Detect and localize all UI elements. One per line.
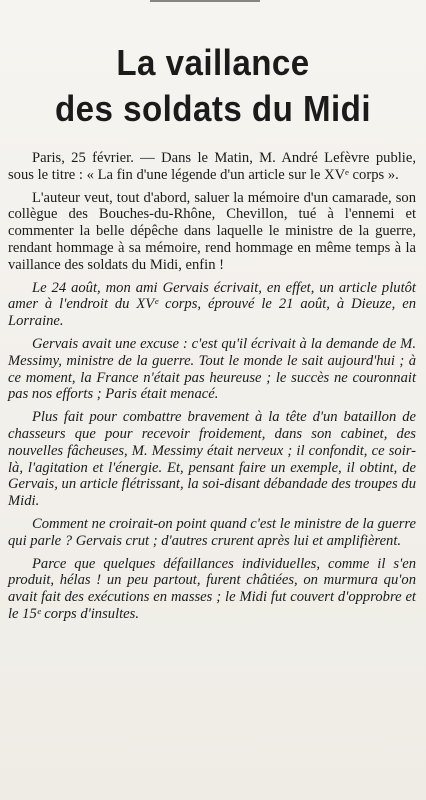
headline-line-1: La vaillance [116, 42, 310, 84]
headline-line-2: des soldats du Midi [54, 88, 372, 130]
top-rule [150, 0, 260, 2]
article-paragraph-4: Gervais avait une excuse : c'est qu'il écrivait à la demande de M. Messimy, ministre de la guerre. Tout le monde le sait aujourd'hui ; à ce moment, la France n'était pas heureuse ; le succès ne couronnait pas nos efforts ; Paris était menacé. [8, 335, 416, 403]
article-paragraph-6: Comment ne croirait-on point quand c'est le ministre de la guerre qui parle ? Gervais crut ; d'autres crurent après lui et amplifièrent. [8, 515, 416, 549]
article-paragraph-7: Parce que quelques défaillances individuelles, comme il s'en produit, hélas ! un peu partout, furent châtiées, on murmura qu'on avait fait des exécutions en masses ; le Midi fut couvert d'opprobre et le 15ᵉ corps d'insultes. [8, 555, 416, 622]
article-paragraph-1: Paris, 25 février. — Dans le Matin, M. André Lefèvre publie, sous le titre : « La fin d'une légende d'un article sur le XVᵉ corps ». [8, 150, 416, 183]
headline [17, 40, 409, 132]
article-paragraph-2: L'auteur veut, tout d'abord, saluer la mémoire d'un camarade, son collègue des Bouches-du-Rhône, Chevillon, tué à l'ennemi et commenter la belle dépêche dans laquelle le ministre de la guerre, rendant hommage à sa mémoire, rend hommage en même temps à la vaillance des soldats du Midi, enfin ! [8, 189, 416, 273]
article-body [8, 150, 416, 629]
article-paragraph-5: Plus fait pour combattre bravement à la tête d'un bataillon de chasseurs que pour recevoir froidement, dans son cabinet, des nouvelles fâcheuses, M. Messimy était nerveux ; il confondit, ce soir-là, l'agitation et l'énergie. Et, pensant faire un exemple, il obtint, de Gervais, un article flétrissant, la soi-disant débandade des troupes du Midi. [8, 409, 416, 510]
article-paragraph-3: Le 24 août, mon ami Gervais écrivait, en effet, un article plutôt amer à l'endroit du XVᵉ corps, éprouvé le 21 août, à Dieuze, en Lorraine. [8, 279, 416, 330]
